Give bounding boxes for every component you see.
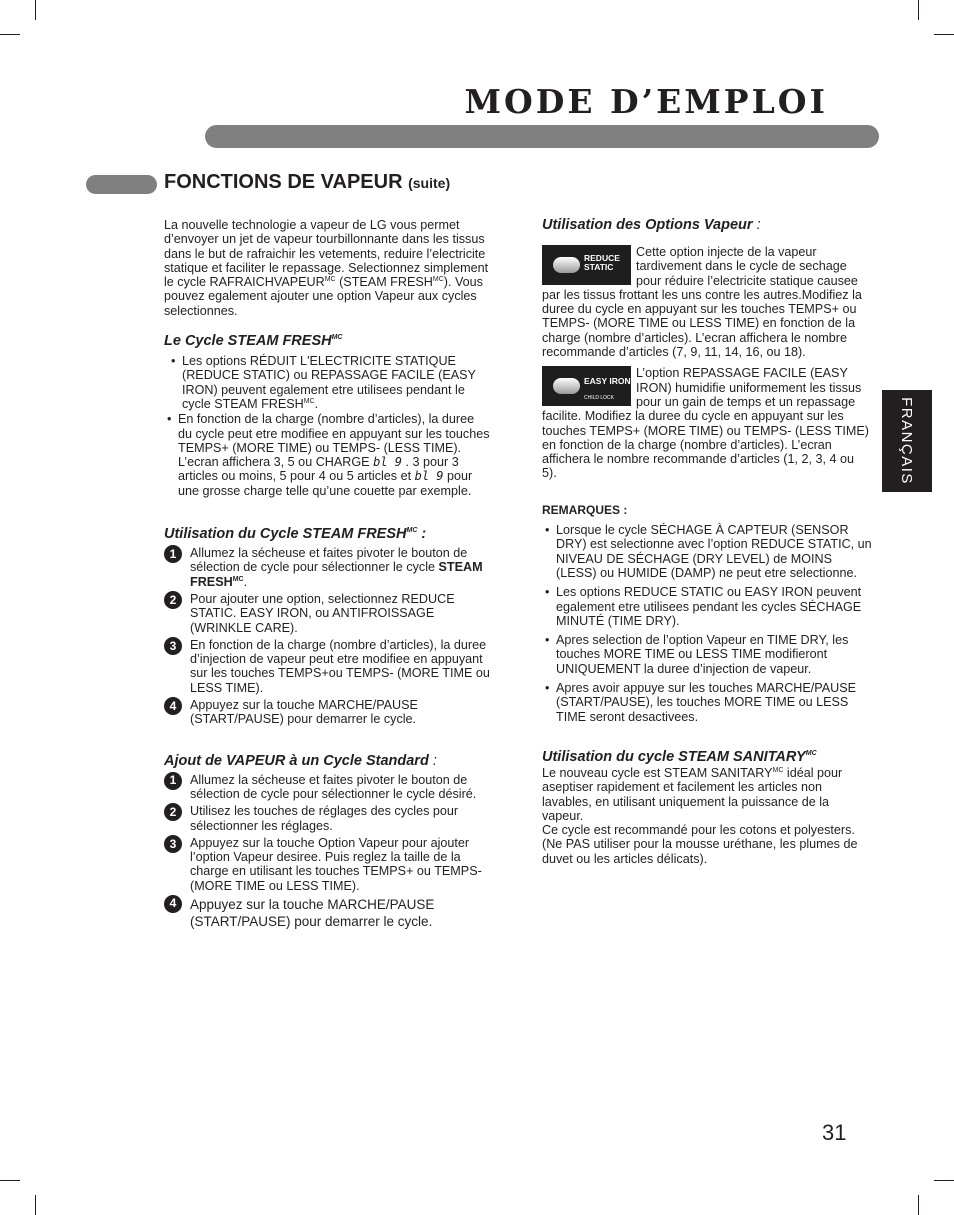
intro-text: La nouvelle technologie a vapeur de LG vous permet d’envoyer un jet de vapeur tourbillonnante dans les tissus dans le but de rafraichir les vetements, reduire l’electricite statique et faciliter le repassage. Selectionnez simplement le cycle RAFRAICHVAPEUR bbox=[164, 218, 489, 290]
step-number-badge: 2 bbox=[164, 591, 182, 609]
step-item bbox=[164, 592, 490, 635]
reduce-static-option bbox=[542, 245, 872, 359]
list-item bbox=[164, 412, 490, 498]
list-item: • Apres selection de l’option Vapeur en TIME DRY, les touches MORE TIME ou LESS TIME modifieront UNIQUEMENT la duree d’injection de vapeur. bbox=[542, 633, 872, 676]
heading-text: Utilisation du cycle STEAM SANITARY bbox=[542, 748, 806, 765]
bullet-text: . bbox=[314, 396, 319, 411]
step-text: Appuyez sur la touche MARCHE/PAUSE (START/PAUSE) pour demarrer le cycle. bbox=[190, 896, 435, 929]
step-item bbox=[164, 638, 490, 695]
heading-text: Ajout de VAPEUR à un Cycle Standard bbox=[164, 752, 429, 769]
step-number-badge: 4 bbox=[164, 697, 182, 715]
section-title-text: FONCTIONS DE VAPEUR bbox=[164, 171, 403, 193]
button-label-line: REDUCE bbox=[584, 253, 620, 263]
step-text: Appuyez sur la touche MARCHE/PAUSE (START/PAUSE) pour demarrer le cycle. bbox=[190, 698, 418, 727]
steam-fresh-steps bbox=[164, 546, 490, 727]
crop-mark bbox=[934, 34, 954, 35]
trademark-sup: MC bbox=[331, 334, 343, 342]
bullet-text: . 3 pour 3 articles ou moins, 5 pour 4 ou 5 articles et bbox=[178, 455, 459, 484]
page-title: MODE D’EMPLOI bbox=[464, 82, 828, 121]
intro-text: ). Vous pouvez egalement ajouter une option Vapeur aux cycles selectionnes. bbox=[164, 275, 483, 318]
add-steam-steps bbox=[164, 773, 490, 930]
paragraph-text: Le nouveau cycle est STEAM SANITARY bbox=[542, 765, 773, 780]
step-item bbox=[164, 546, 490, 589]
easy-iron-option bbox=[542, 366, 872, 480]
title-bar bbox=[205, 125, 879, 148]
button-label-line: STATIC bbox=[584, 262, 614, 272]
bullet-text: Les options RÉDUIT L'ELECTRICITE STATIQUE (REDUCE STATIC) ou REPASSAGE FACILE (EASY IRON) peuvent egalement etre utilisees pendant le cycle STEAM FRESH bbox=[182, 354, 476, 411]
button-pill-icon bbox=[553, 378, 580, 394]
step-number-badge: 4 bbox=[164, 895, 182, 913]
lcd-display-text: bl 9 bbox=[414, 469, 444, 484]
list-item: • Apres avoir appuye sur les touches MARCHE/PAUSE (START/PAUSE), les touches MORE TIME ou LESS TIME seront desactivees. bbox=[542, 681, 872, 724]
sanitary-paragraph: Ce cycle est recommandé pour les cotons et polyesters. bbox=[542, 823, 855, 838]
step-text-part: Allumez la sécheuse et faites pivoter le bouton de sélection de cycle pour sélectionner le cycle bbox=[190, 546, 468, 575]
intro-paragraph bbox=[164, 218, 490, 318]
crop-mark bbox=[918, 0, 919, 20]
list-item bbox=[168, 354, 490, 411]
left-column bbox=[164, 218, 490, 930]
heading-text: Le Cycle STEAM FRESH bbox=[164, 333, 332, 350]
section-title-suffix: (suite) bbox=[408, 175, 451, 191]
crop-mark bbox=[0, 34, 20, 35]
step-text: En fonction de la charge (nombre d’articles), la duree d’injection de vapeur peut etre modifiee en appuyant sur les touches TEMPS+ou TEMPS- (MORE TIME ou LESS TIME). bbox=[190, 637, 490, 695]
button-pill-icon bbox=[553, 257, 580, 273]
trademark-sup: MC bbox=[324, 276, 336, 283]
step-number-badge: 3 bbox=[164, 637, 182, 655]
step-text: Pour ajouter une option, selectionnez REDUCE STATIC. EASY IRON, ou ANTIFROISSAGE (WRINKLE CARE). bbox=[190, 591, 455, 635]
section-title bbox=[164, 171, 450, 194]
remarks-title: REMARQUES : bbox=[542, 502, 628, 517]
reduce-static-button-image bbox=[542, 245, 631, 285]
steam-fresh-usage-heading bbox=[164, 525, 490, 543]
heading-text: : bbox=[752, 217, 761, 233]
trademark-sup: MC bbox=[805, 750, 817, 758]
step-number-badge: 1 bbox=[164, 772, 182, 790]
step-number-badge: 2 bbox=[164, 803, 182, 821]
easy-iron-description: L’option REPASSAGE FACILE (EASY IRON) humidifie uniformement les tissus pour un gain de temps et un repassage facilite. Modifiez la duree du cycle en appuyant sur les touches TEMPS+ (MORE TIME) ou TEMPS- (LESS TIME) en fonction de la charge (nombre d’articles). L’ecran affichera le nombre recommande d’articles (1, 2, 3, 4 ou 5). bbox=[542, 366, 869, 481]
sanitary-paragraph bbox=[542, 766, 872, 823]
crop-mark bbox=[918, 1195, 919, 1215]
step-item bbox=[164, 698, 490, 727]
right-column bbox=[542, 216, 872, 866]
crop-mark bbox=[0, 1180, 20, 1181]
page-number: 31 bbox=[822, 1120, 847, 1145]
trademark-sup: MC bbox=[432, 276, 444, 283]
heading-text: : bbox=[428, 752, 437, 769]
list-item: • Lorsque le cycle SÉCHAGE À CAPTEUR (SENSOR DRY) est selectionne avec l’option REDUCE STATIC, un NIVEAU DE SÉCHAGE (DRY LEVEL) de MOINS (LESS) ou HUMIDE (DAMP) ne peut etre selectionne. bbox=[542, 523, 872, 580]
step-item bbox=[164, 773, 490, 802]
heading-text: : bbox=[417, 526, 427, 543]
crop-mark bbox=[35, 1195, 36, 1215]
step-number-badge: 1 bbox=[164, 545, 182, 563]
step-text-part: . bbox=[243, 574, 248, 589]
paragraph-text: idéal pour aseptiser rapidement et facilement les articles non lavables, en utilisant uniquement la puissance de la vapeur. bbox=[542, 765, 843, 823]
step-item bbox=[164, 804, 490, 833]
step-item bbox=[164, 836, 490, 893]
button-label bbox=[584, 254, 620, 272]
trademark-sup: MC bbox=[406, 527, 418, 535]
remarks-list bbox=[542, 523, 872, 724]
sanitary-paragraph: (Ne PAS utiliser pour la mousse uréthane, les plumes de duvet ou les articles délicats). bbox=[542, 837, 858, 866]
step-item bbox=[164, 896, 490, 930]
list-item: • Les options REDUCE STATIC ou EASY IRON peuvent egalement etre utilisees pendant les cycles SÉCHAGE MINUTÉ (TIME DRY). bbox=[542, 585, 872, 628]
reduce-static-description: Cette option injecte de la vapeur tardivement dans le cycle de sechage pour réduire l’electricite statique causee par les tissus frottant les uns contre les autres.Modifiez la duree du cycle en appuyant sur les touches TEMPS+ ou TEMPS- (MORE TIME ou LESS TIME) en fonction de la charge (nombre d’articles). L’ecran affichera le nombre recommande d’articles (7, 9, 11, 14, 16, ou 18). bbox=[542, 245, 862, 360]
step-text bbox=[190, 546, 490, 589]
step-text: Utilisez les touches de réglages des cycles pour sélectionner les réglages. bbox=[190, 804, 459, 833]
trademark-sup: MC bbox=[232, 575, 244, 583]
step-text: Allumez la sécheuse et faites pivoter le bouton de sélection de cycle pour sélectionner le cycle désiré. bbox=[190, 772, 477, 801]
lcd-display-text: bl 9 bbox=[373, 455, 402, 470]
language-tab bbox=[882, 390, 932, 492]
steam-sanitary-heading bbox=[542, 748, 872, 766]
bullet-text: pour une grosse charge telle qu’une couette par exemple. bbox=[178, 469, 473, 498]
cycle-name: STEAM FRESH bbox=[190, 560, 483, 589]
add-steam-heading bbox=[164, 752, 490, 770]
step-number-badge: 3 bbox=[164, 835, 182, 853]
section-pill bbox=[86, 175, 157, 194]
language-tab-label: FRANÇAIS bbox=[898, 397, 916, 485]
steam-options-heading bbox=[542, 216, 872, 234]
intro-text: (STEAM FRESH bbox=[335, 275, 433, 290]
crop-mark bbox=[35, 0, 36, 20]
button-label: EASY IRON bbox=[584, 376, 631, 387]
steam-fresh-list bbox=[164, 354, 490, 498]
button-sublabel: CHILD LOCK bbox=[584, 395, 615, 402]
crop-mark bbox=[934, 1180, 954, 1181]
trademark-sup: MC bbox=[772, 766, 784, 774]
bullet-text: En fonction de la charge (nombre d’articles), la duree du cycle peut etre modifiee en appuyant sur les touches TEMPS+ (MORE TIME) ou TEMPS- (LESS TIME). L’ecran affichera 3, 5 ou CHARGE bbox=[178, 412, 490, 470]
step-text: Appuyez sur la touche Option Vapeur pour ajouter l’option Vapeur desiree. Puis reglez la taille de la charge en utilisant les touches TEMPS+ ou TEMPS- (MORE TIME ou LESS TIME). bbox=[190, 835, 482, 893]
heading-text: Utilisation du Cycle STEAM FRESH bbox=[164, 526, 407, 543]
easy-iron-button-image bbox=[542, 366, 631, 406]
steam-fresh-heading bbox=[164, 332, 490, 350]
heading-text: Utilisation des Options Vapeur bbox=[542, 217, 753, 233]
trademark-sup: MC bbox=[303, 397, 315, 405]
